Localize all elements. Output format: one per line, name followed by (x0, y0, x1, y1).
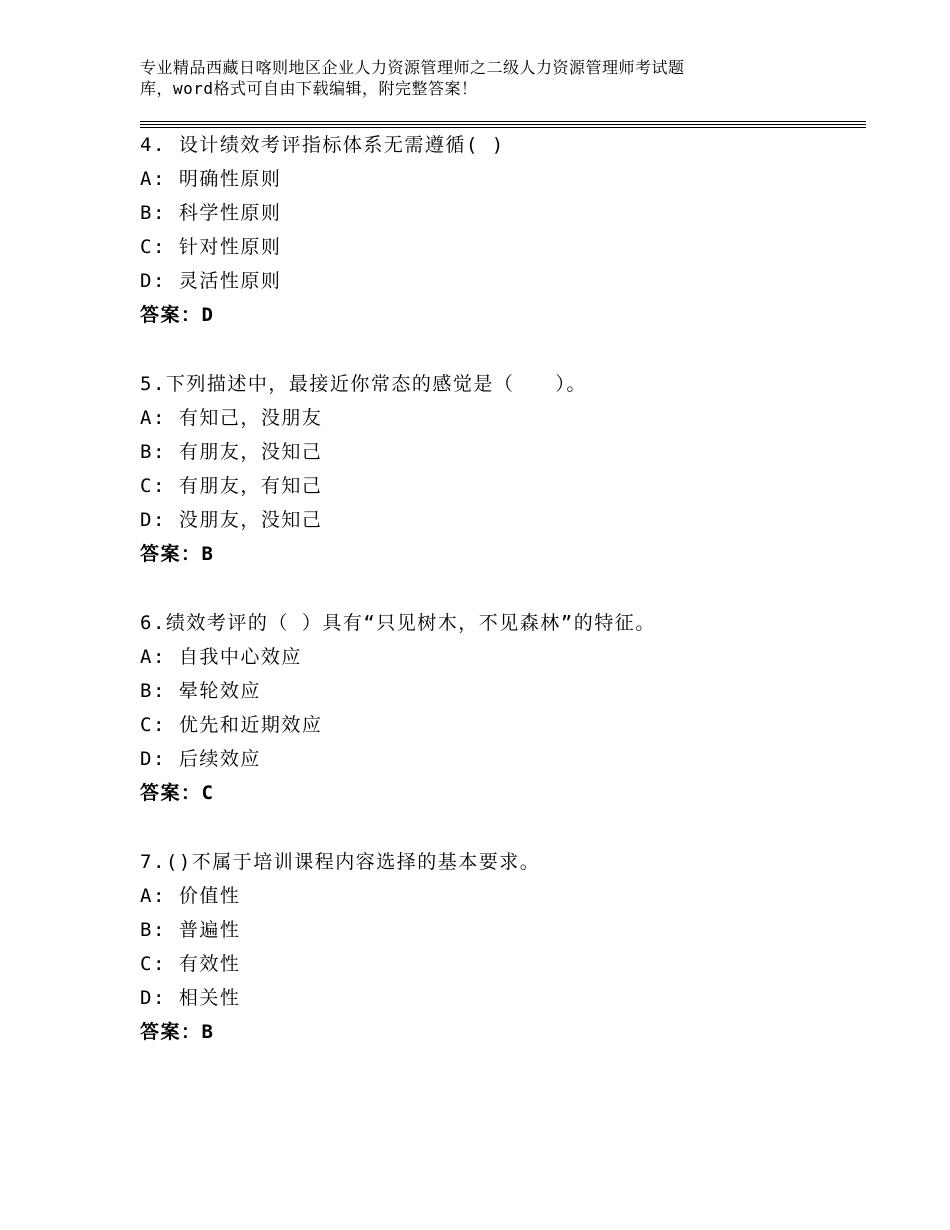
header-line-2: 库，word格式可自由下载编辑，附完整答案！ (140, 79, 478, 98)
question-stem: 4. 设计绩效考评指标体系无需遵循( ) (140, 134, 505, 156)
question-stem: 5.下列描述中，最接近你常态的感觉是（ ）。 (140, 373, 587, 395)
question-item (140, 845, 866, 1049)
option-b: B: 晕轮效应 (140, 680, 261, 702)
question-spacer (140, 810, 866, 845)
option-a: A: 自我中心效应 (140, 646, 302, 668)
option-c: C: 有朋友，有知己 (140, 475, 323, 497)
option-a: A: 价值性 (140, 885, 241, 907)
question-item (140, 367, 866, 571)
option-d: D: 相关性 (140, 987, 241, 1009)
answer-value: C (201, 782, 215, 804)
answer-label: 答案： (140, 543, 202, 565)
option-b: B: 普遍性 (140, 919, 241, 941)
option-a: A: 明确性原则 (140, 168, 282, 190)
option-d: D: 没朋友，没知己 (140, 509, 323, 531)
question-spacer (140, 332, 866, 367)
question-stem: 6.绩效考评的（ ）具有“只见树木，不见森林”的特征。 (140, 612, 656, 634)
answer-row (140, 537, 866, 571)
answer-row (140, 1015, 866, 1049)
option-d: D: 灵活性原则 (140, 270, 282, 292)
header-line-1: 专业精品西藏日喀则地区企业人力资源管理师之二级人力资源管理师考试题 (140, 58, 685, 77)
answer-value: B (201, 543, 215, 565)
question-spacer (140, 571, 866, 606)
option-b: B: 科学性原则 (140, 202, 282, 224)
answer-label: 答案： (140, 1021, 202, 1043)
option-a: A: 有知己，没朋友 (140, 407, 323, 429)
question-stem: 7.()不属于培训课程内容选择的基本要求。 (140, 851, 541, 873)
option-d: D: 后续效应 (140, 748, 261, 770)
question-item (140, 606, 866, 810)
header-rule-middle (140, 124, 866, 125)
option-b: B: 有朋友，没知己 (140, 441, 323, 463)
option-c: C: 优先和近期效应 (140, 714, 323, 736)
question-item (140, 128, 866, 332)
document-header (140, 57, 780, 99)
answer-row (140, 776, 866, 810)
answer-label: 答案： (140, 782, 202, 804)
answer-row (140, 298, 866, 332)
answer-label: 答案： (140, 304, 202, 326)
answer-value: B (201, 1021, 215, 1043)
option-c: C: 针对性原则 (140, 236, 282, 258)
answer-value: D (201, 304, 215, 326)
header-rule-top (140, 121, 866, 122)
question-list (140, 128, 866, 1049)
option-c: C: 有效性 (140, 953, 241, 975)
